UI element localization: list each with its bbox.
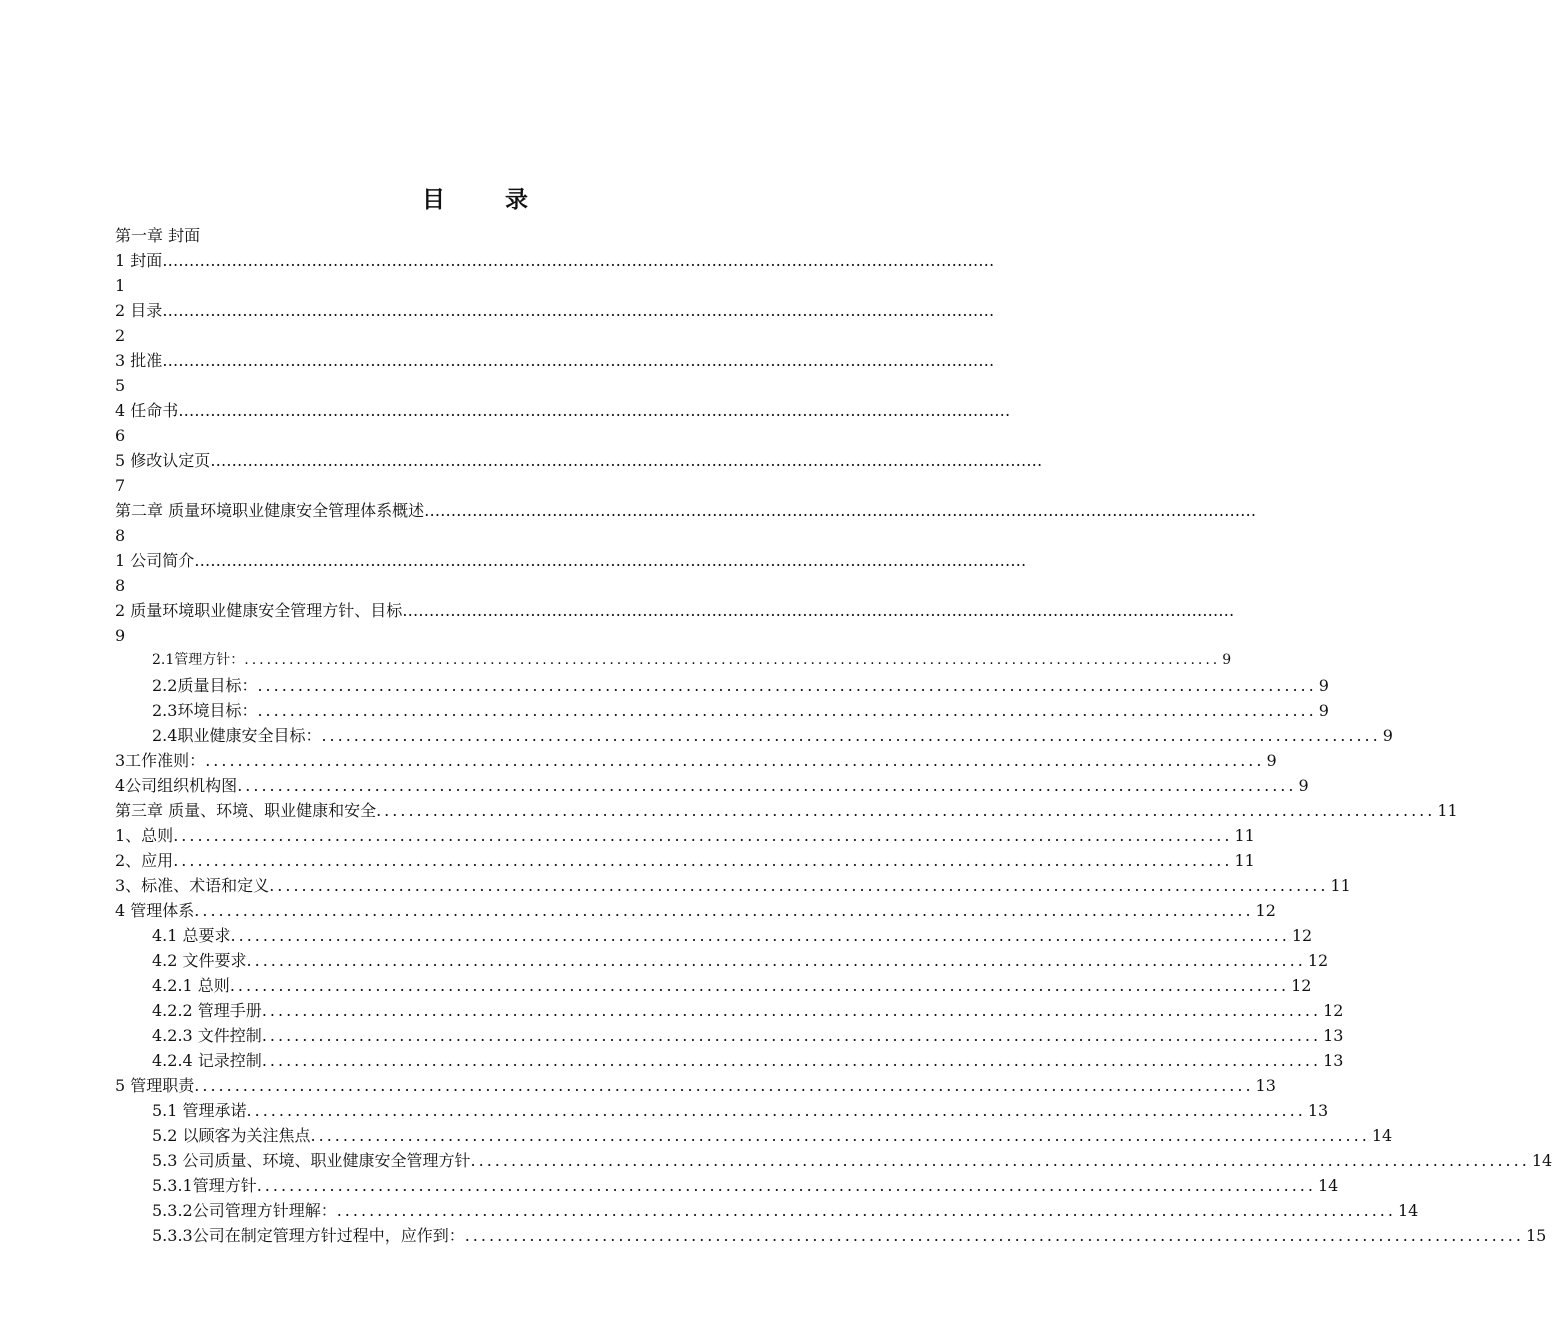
toc-page-number: 1: [115, 276, 126, 295]
toc-entry[interactable]: 3、标准、术语和定义 ................................................................................................................................... 11: [115, 876, 1351, 895]
toc-entry[interactable]: 5.1 管理承诺 ................................................................................................................................... 13: [152, 1101, 1329, 1120]
toc-entry-approval[interactable]: 3 批准 …………………………………………………………………………………………………………………………………………: [115, 351, 995, 370]
toc-entry-company-profile[interactable]: 1 公司简介 …………………………………………………………………………………………………………………………………………: [115, 551, 1027, 570]
toc-entry[interactable]: 4公司组织机构图 ................................................................................................................................... 9: [115, 776, 1309, 795]
toc-entry-cover[interactable]: 1 封面 …………………………………………………………………………………………………………………………………………: [115, 251, 995, 270]
toc-entry[interactable]: 2.2质量目标： ................................................................................................................................... 9: [152, 676, 1329, 695]
toc-entry-appointment[interactable]: 4 任命书 …………………………………………………………………………………………………………………………………………: [115, 401, 1011, 420]
toc-entry[interactable]: 5 管理职责 ................................................................................................................................... 13: [115, 1076, 1276, 1095]
toc-entry[interactable]: 2.3环境目标： ................................................................................................................................... 9: [152, 701, 1329, 720]
toc-entry[interactable]: 3工作准则： ................................................................................................................................... 9: [115, 751, 1277, 770]
toc-page-number: 7: [115, 476, 126, 495]
toc-entry[interactable]: 4 管理体系 ................................................................................................................................... 12: [115, 901, 1276, 920]
toc-page-number: 8: [115, 576, 126, 595]
toc-entry-revision[interactable]: 5 修改认定页 …………………………………………………………………………………………………………………………………………: [115, 451, 1043, 470]
toc-entry[interactable]: 4.2 文件要求 ................................................................................................................................... 12: [152, 951, 1329, 970]
toc-entry[interactable]: 5.3.1管理方针 ................................................................................................................................... 14: [152, 1176, 1339, 1195]
toc-entry[interactable]: 2.4职业健康安全目标： ................................................................................................................................... 9: [152, 726, 1393, 745]
toc-page-number: 5: [115, 376, 126, 395]
toc-entry[interactable]: 5.3.3公司在制定管理方针过程中，应作到： ................................................................................................................................... 15: [152, 1226, 1547, 1245]
toc-entry-chapter2[interactable]: 第二章 质量环境职业健康安全管理体系概述 …………………………………………………………………………………………………………………………………………: [115, 501, 1257, 520]
toc-entry[interactable]: 4.2.4 记录控制 ................................................................................................................................... 13: [152, 1051, 1344, 1070]
toc-entry[interactable]: 2、应用 ................................................................................................................................... 11: [115, 851, 1255, 870]
toc-entry[interactable]: 4.2.1 总则 ................................................................................................................................... 12: [152, 976, 1312, 995]
toc-entry-policy-objectives[interactable]: 2 质量环境职业健康安全管理方针、目标 …………………………………………………………………………………………………………………………………………: [115, 601, 1235, 620]
toc-entry[interactable]: 5.3 公司质量、环境、职业健康安全管理方针 ................................................................................................................................... 14: [152, 1151, 1552, 1170]
toc-entry[interactable]: 5.2 以顾客为关注焦点 ................................................................................................................................... 14: [152, 1126, 1393, 1145]
toc-page-number: 8: [115, 526, 126, 545]
page-title: 目 录: [421, 186, 554, 213]
toc-page-number: 2: [115, 326, 126, 345]
chapter-heading: 第一章 封面: [115, 226, 201, 245]
toc-entry[interactable]: 5.3.2公司管理方针理解： ................................................................................................................................... 14: [152, 1201, 1419, 1220]
toc-entry-contents[interactable]: 2 目录 …………………………………………………………………………………………………………………………………………: [115, 301, 995, 320]
toc-page-number: 6: [115, 426, 126, 445]
toc-entry[interactable]: 4.1 总要求 ................................................................................................................................... 12: [152, 926, 1313, 945]
toc-entry[interactable]: 4.2.3 文件控制 ................................................................................................................................... 13: [152, 1026, 1344, 1045]
toc-entry[interactable]: 4.2.2 管理手册 ................................................................................................................................... 12: [152, 1001, 1344, 1020]
toc-entry[interactable]: 1、总则 ................................................................................................................................... 11: [115, 826, 1255, 845]
toc-entry[interactable]: 2.1管理方针： ................................................................................................................................... 9: [152, 652, 1232, 668]
toc-entry[interactable]: 第三章 质量、环境、职业健康和安全 ................................................................................................................................... 11: [115, 801, 1458, 820]
toc-page-number: 9: [115, 626, 126, 645]
